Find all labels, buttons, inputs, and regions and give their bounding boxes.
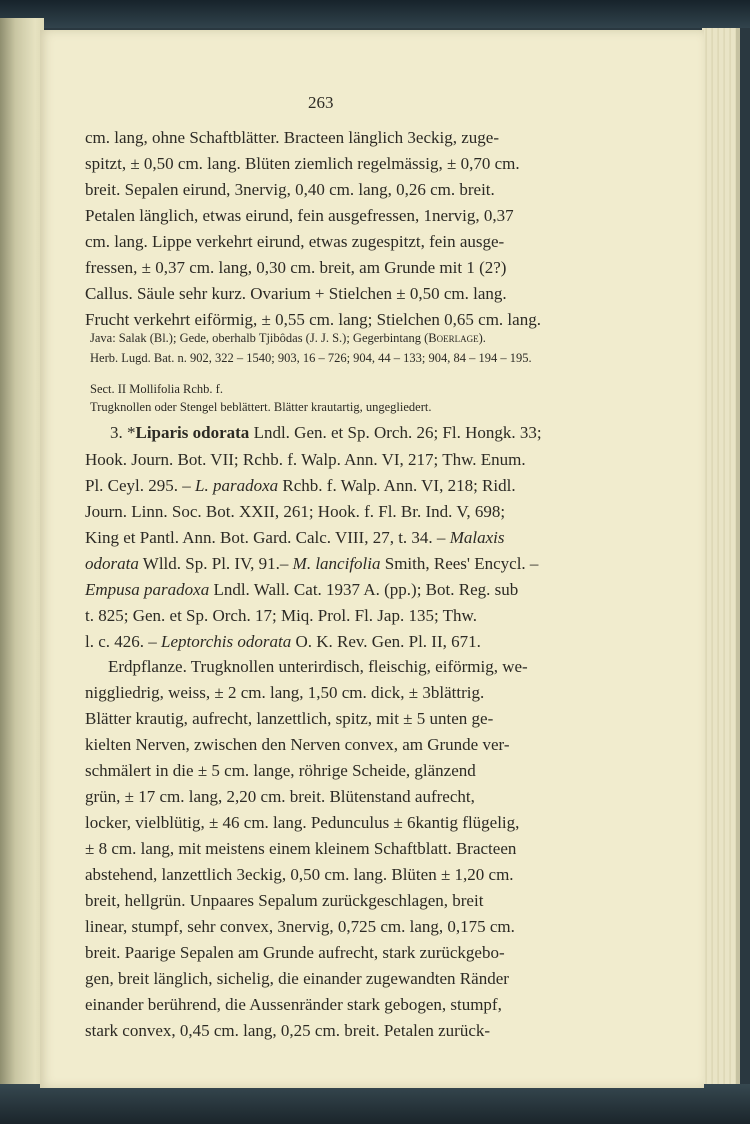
- synonym-name: Leptorchis odorata: [161, 632, 292, 651]
- description-line: kielten Nerven, zwischen den Nerven convex, am Grunde ver-: [85, 735, 510, 754]
- synonymy-line: Hook. Journ. Bot. VII; Rchb. f. Walp. Ann. VI, 217; Thw. Enum.: [85, 450, 526, 469]
- description-line: grün, ± 17 cm. lang, 2,20 cm. breit. Blütenstand aufrecht,: [85, 787, 475, 806]
- description-line: Blätter krautig, aufrecht, lanzettlich, spitz, mit ± 5 unten ge-: [85, 709, 494, 728]
- description-line: linear, stumpf, sehr convex, 3nervig, 0,725 cm. lang, 0,175 cm.: [85, 917, 515, 936]
- synonymy-line: [85, 633, 481, 650]
- synonym-name: M. lancifolia: [292, 554, 381, 573]
- section-description: Trugknollen oder Stengel beblättert. Blätter krautartig, ungegliedert.: [90, 400, 432, 414]
- synonymy-text: O. K. Rev. Gen. Pl. II, 671.: [291, 632, 481, 651]
- synonymy-line: Journ. Linn. Soc. Bot. XXII, 261; Hook. f. Fl. Br. Ind. V, 698;: [85, 502, 506, 521]
- description-line: breit. Paarige Sepalen am Grunde aufrecht, stark zurückgebo-: [85, 943, 505, 962]
- synonym-name: odorata: [85, 554, 139, 573]
- synonymy-text: Lndl. Wall. Cat. 1937 A. (pp.); Bot. Reg. sub: [209, 580, 519, 599]
- page-number: 263: [308, 93, 334, 112]
- synonym-name: Empusa paradoxa: [85, 580, 210, 599]
- synonymy-text: Wlld. Sp. Pl. IV, 91.–: [138, 554, 293, 573]
- text-line: cm. lang. Lippe verkehrt eirund, etwas zugespitzt, fein ausge-: [85, 232, 505, 251]
- description-line: einander berührend, die Aussenränder stark gebogen, stumpf,: [85, 995, 502, 1014]
- synonymy-line: [85, 555, 538, 572]
- species-name: Liparis odorata: [135, 423, 250, 442]
- text-line: spitzt, ± 0,50 cm. lang. Blüten ziemlich regelmässig, ± 0,70 cm.: [85, 154, 520, 173]
- book-spine: [0, 18, 44, 1098]
- page-edges: [702, 28, 740, 1090]
- localities-text-end: ).: [478, 331, 486, 345]
- description-line: schmälert in die ± 5 cm. lange, röhrige Scheide, glänzend: [85, 761, 476, 780]
- description-line: abstehend, lanzettlich 3eckig, 0,50 cm. lang. Blüten ± 1,20 cm.: [85, 865, 514, 884]
- localities-line: [90, 332, 486, 345]
- synonymy-text: Pl. Ceyl. 295. –: [85, 476, 196, 495]
- description-line: locker, vielblütig, ± 46 cm. lang. Pedunculus ± 6kantig flügelig,: [85, 813, 520, 832]
- synonymy-text: King et Pantl. Ann. Bot. Gard. Calc. VIII, 27, t. 34. –: [85, 528, 450, 547]
- text-line: Frucht verkehrt eiförmig, ± 0,55 cm. lang; Stielchen 0,65 cm. lang.: [85, 310, 541, 329]
- description-line: Erdpflanze. Trugknollen unterirdisch, fleischig, eiförmig, we-: [108, 657, 528, 676]
- synonymy-line: [85, 581, 518, 598]
- collector-name: Boerlage: [428, 331, 479, 345]
- description-line: stark convex, 0,45 cm. lang, 0,25 cm. breit. Petalen zurück-: [85, 1021, 491, 1040]
- description-line: niggliedrig, weiss, ± 2 cm. lang, 1,50 cm. dick, ± 3blättrig.: [85, 683, 485, 702]
- synonymy-line: [85, 477, 516, 494]
- synonym-name: L. paradoxa: [195, 476, 279, 495]
- scan-bottom-border: [0, 1084, 750, 1124]
- localities-text: Java: Salak (Bl.); Gede, oberhalb Tjibôdas (J. J. S.); Gegerbintang (: [90, 331, 429, 345]
- description-line: ± 8 cm. lang, mit meistens einem kleinem Schaftblatt. Bracteen: [85, 839, 517, 858]
- synonymy-text: Rchb. f. Walp. Ann. VI, 218; Ridl.: [278, 476, 516, 495]
- synonymy-line: [85, 529, 504, 546]
- text-line: cm. lang, ohne Schaftblätter. Bracteen länglich 3eckig, zuge-: [85, 128, 499, 147]
- species-reference: Lndl. Gen. et Sp. Orch. 26; Fl. Hongk. 33;: [249, 423, 542, 442]
- synonymy-text: l. c. 426. –: [85, 632, 162, 651]
- text-line: Petalen länglich, etwas eirund, fein ausgefressen, 1nervig, 0,37: [85, 206, 514, 225]
- synonymy-line: t. 825; Gen. et Sp. Orch. 17; Miq. Prol. Fl. Jap. 135; Thw.: [85, 606, 477, 625]
- herbarium-line: Herb. Lugd. Bat. n. 902, 322 – 1540; 903, 16 – 726; 904, 44 – 133; 904, 84 – 194 – 195.: [90, 351, 532, 365]
- species-heading: [110, 424, 542, 441]
- text-line: Callus. Säule sehr kurz. Ovarium + Stielchen ± 0,50 cm. lang.: [85, 284, 507, 303]
- section-title: Sect. II Mollifolia Rchb. f.: [90, 382, 223, 396]
- synonym-name: Malaxis: [449, 528, 505, 547]
- description-line: gen, breit länglich, sichelig, die einander zugewandten Ränder: [85, 969, 509, 988]
- text-line: fressen, ± 0,37 cm. lang, 0,30 cm. breit, am Grunde mit 1 (2?): [85, 258, 507, 277]
- description-line: breit, hellgrün. Unpaares Sepalum zurückgeschlagen, breit: [85, 891, 484, 910]
- scan-top-border: [0, 0, 750, 28]
- synonymy-text: Smith, Rees' Encycl. –: [380, 554, 539, 573]
- species-number: 3. *: [110, 423, 136, 442]
- text-line: breit. Sepalen eirund, 3nervig, 0,40 cm. lang, 0,26 cm. breit.: [85, 180, 495, 199]
